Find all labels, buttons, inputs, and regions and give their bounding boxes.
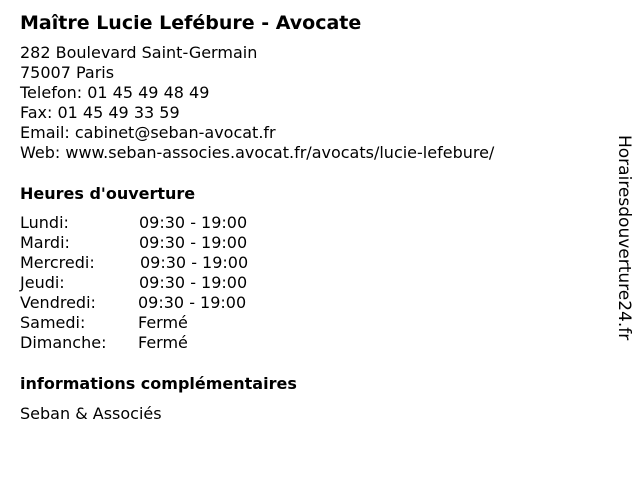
hours-value: 09:30 - 19:00	[139, 233, 248, 252]
site-watermark: Horairesdouverture24.fr	[614, 135, 634, 341]
address-city: 75007 Paris	[20, 63, 115, 82]
hours-row-friday	[20, 293, 280, 313]
hours-row-wednesday	[20, 253, 280, 273]
email-address: Email: cabinet@seban-avocat.fr	[20, 123, 276, 142]
hours-value: 09:30 - 19:00	[139, 273, 248, 292]
additional-info-heading: informations complémentaires	[20, 374, 297, 393]
hours-value: 09:30 - 19:00	[139, 213, 248, 232]
contact-details	[20, 43, 494, 163]
fax-number: Fax: 01 45 49 33 59	[20, 103, 180, 122]
opening-hours-list	[20, 213, 280, 353]
hours-row-sunday	[20, 333, 280, 353]
phone-number: Telefon: 01 45 49 48 49	[20, 83, 210, 102]
address-street: 282 Boulevard Saint-Germain	[20, 43, 258, 62]
day-label: Vendredi:	[20, 293, 96, 312]
hours-row-tuesday	[20, 233, 280, 253]
hours-value: 09:30 - 19:00	[140, 253, 249, 272]
hours-value: 09:30 - 19:00	[138, 293, 247, 312]
hours-row-thursday	[20, 273, 280, 293]
hours-value: Fermé	[138, 313, 188, 332]
day-label: Mercredi:	[20, 253, 95, 272]
day-label: Mardi:	[20, 233, 70, 252]
day-label: Dimanche:	[20, 333, 107, 352]
hours-row-monday	[20, 213, 280, 233]
website-address: Web: www.seban-associes.avocat.fr/avocats/lucie-lefebure/	[20, 143, 495, 162]
day-label: Jeudi:	[20, 273, 65, 292]
day-label: Samedi:	[20, 313, 86, 332]
opening-hours-heading: Heures d'ouverture	[20, 184, 196, 203]
page-title: Maître Lucie Lefébure - Avocate	[20, 12, 362, 34]
additional-info-text: Seban & Associés	[20, 404, 162, 423]
day-label: Lundi:	[20, 213, 69, 232]
hours-row-saturday	[20, 313, 280, 333]
hours-value: Fermé	[138, 333, 188, 352]
